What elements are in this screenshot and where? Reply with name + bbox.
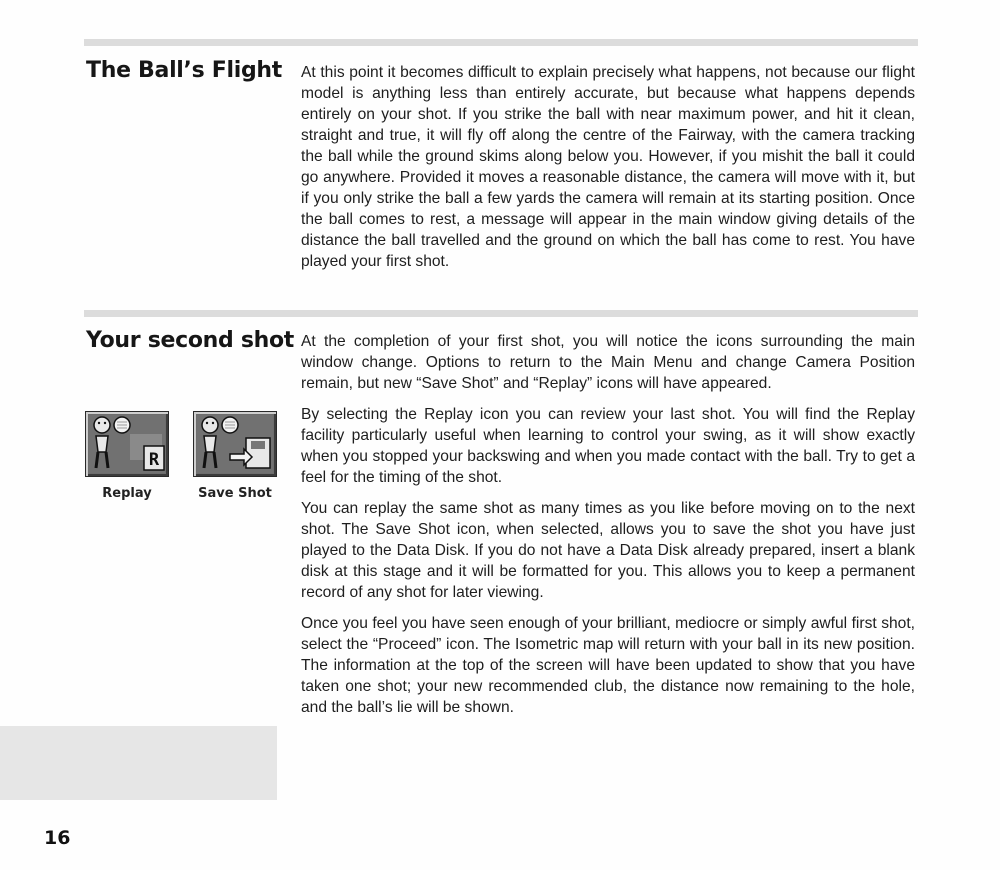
second-shot-paragraph-4: Once you feel you have seen enough of your brilliant, mediocre or simply awful first shot, select the “Proceed” icon. The Isometric map will return with your ball in its new position. The information at the top of the screen will have been updated to show that you have taken one shot; your new recommended club, the distance now remaining to the hole, and the ball’s lie will be shown. [301, 615, 915, 716]
heading-second-shot: Your second shot [86, 328, 295, 353]
second-shot-paragraph-2: By selecting the Replay icon you can review your last shot. You will find the Replay facility particularly useful when learning to control your swing, as it will show exactly when you stopped your backswing and when you made contact with the ball. Try to get a feel for the timing of the shot. [301, 406, 915, 486]
balls-flight-body [301, 62, 915, 282]
second-shot-paragraph-3: You can replay the same shot as many times as you like before moving on to the next shot. The Save Shot icon, when selected, allows you to save the shot you have just played to the Data Disk. If you do not have a Data Disk already prepared, insert a blank disk at this stage and it will be formatted for you. This allows you to keep a permanent record of any shot for later viewing. [301, 500, 915, 601]
page-number: 16 [44, 827, 71, 849]
replay-glyph: R [148, 450, 160, 470]
second-shot-paragraph-1: At the completion of your first shot, you will notice the icons surrounding the main window change. Options to return to the Main Menu and change Camera Position remain, but new “Save Shot” and “Replay” icons will have appeared. [301, 333, 915, 392]
replay-caption: Replay [102, 486, 152, 501]
save-shot-caption: Save Shot [198, 486, 272, 501]
section-divider-middle [84, 310, 918, 317]
save-shot-icon [193, 411, 277, 477]
replay-icon [85, 411, 169, 477]
second-shot-body [301, 331, 915, 728]
page-corner-block [0, 726, 277, 800]
heading-balls-flight: The Ball’s Flight [86, 58, 282, 83]
balls-flight-paragraph: At this point it becomes difficult to explain precisely what happens, not because our flight model is anything less than entirely accurate, but because what happens depends entirely on your shot. If you strike the ball with near maximum power, and hit it clean, straight and true, it will fly off along the centre of the Fairway, with the camera tracking the ball while the ground skims along below you. However, if you mishit the ball it could go anywhere. Provided it moves a reasonable distance, the camera will move with it, but if you only strike the ball a few yards the camera will remain at its starting position. Once the ball comes to rest, a message will appear in the main window giving details of the distance the ball travelled and the ground on which the ball has come to rest. You have played your first shot. [301, 64, 915, 270]
section-divider-top [84, 39, 918, 46]
